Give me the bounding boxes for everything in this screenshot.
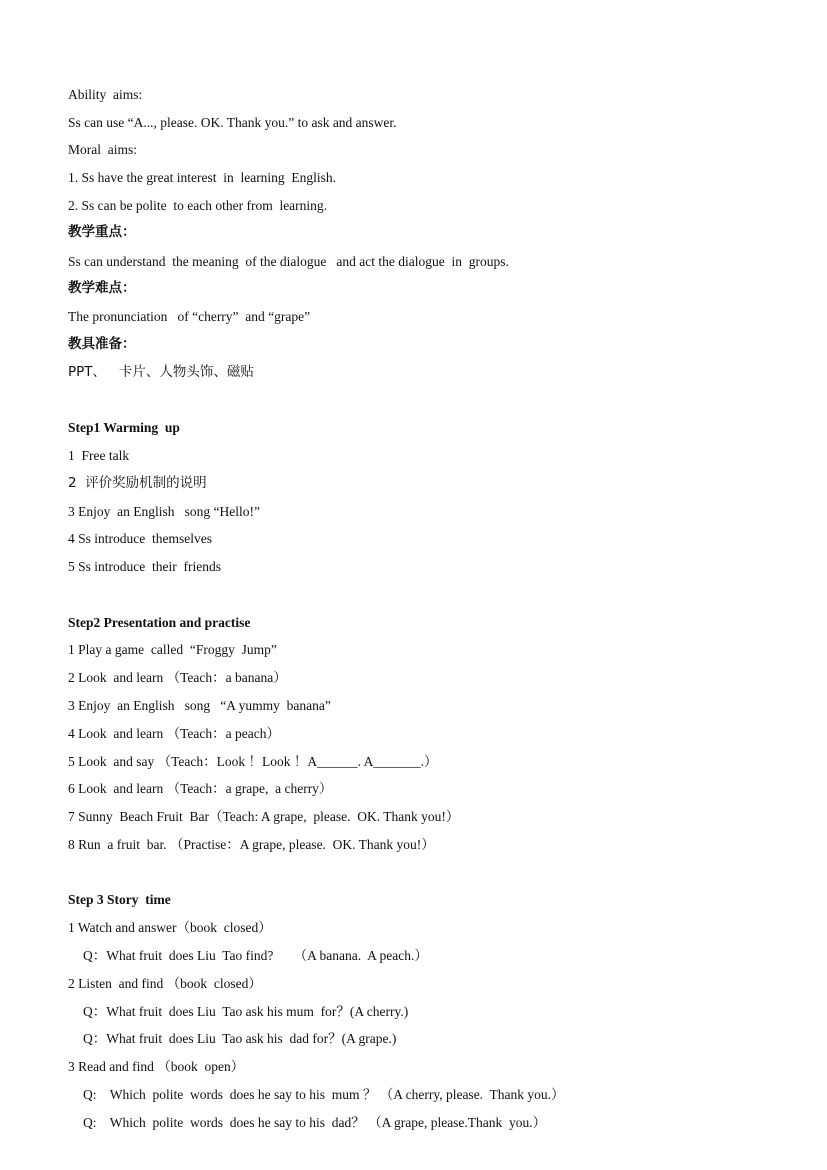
step2-item: 1 Play a game called “Froggy Jump”: [68, 642, 277, 657]
step1-item: 5 Ss introduce their friends: [68, 559, 221, 574]
step1-item: 2 评价奖励机制的说明: [68, 475, 207, 491]
step2-item: 7 Sunny Beach Fruit Bar（Teach: A grape, please. OK. Thank you!）: [68, 809, 460, 824]
step2-item: 5 Look and say （Teach：Look ！Look ！A______. A_______.）: [68, 754, 438, 769]
step2-item: 2 Look and learn （Teach：a banana）: [68, 670, 287, 685]
tools-text: PPT、 卡片、人物头饰、磁贴: [68, 364, 254, 380]
step3-question: Q: Which polite words does he say to his mum ？ （A cherry, please. Thank you.）: [83, 1087, 565, 1102]
step3-question: Q：What fruit does Liu Tao ask his dad for？(A grape.): [83, 1031, 397, 1046]
step3-question: Q: Which polite words does he say to his dad？ （A grape, please.Thank you.）: [83, 1115, 547, 1130]
step2-item: 3 Enjoy an English song “A yummy banana”: [68, 698, 331, 713]
step2-item: 8 Run a fruit bar. （Practise：A grape, please. OK. Thank you!）: [68, 837, 435, 852]
key-points-heading: 教学重点：: [68, 224, 136, 240]
moral-aim-2: 2. Ss can be polite to each other from learning.: [68, 198, 328, 213]
step3-item: 3 Read and find （book open）: [68, 1059, 245, 1074]
step3-heading: Step 3 Story time: [68, 892, 171, 907]
ability-aims-heading: Ability aims:: [68, 87, 143, 102]
step1-item: 1 Free talk: [68, 448, 130, 463]
moral-aims-heading: Moral aims:: [68, 142, 137, 157]
step1-heading: Step1 Warming up: [68, 420, 180, 435]
moral-aim-1: 1. Ss have the great interest in learning English.: [68, 170, 337, 185]
step2-item: 6 Look and learn （Teach：a grape, a cherry）: [68, 781, 333, 796]
difficulties-heading: 教学难点：: [68, 280, 136, 296]
step3-item: 1 Watch and answer（book closed）: [68, 920, 272, 935]
step1-item: 3 Enjoy an English song “Hello!”: [68, 504, 260, 519]
difficulties-text: The pronunciation of “cherry” and “grape”: [68, 309, 311, 324]
step2-item: 4 Look and learn （Teach：a peach）: [68, 726, 280, 741]
step3-item: 2 Listen and find （book closed）: [68, 976, 262, 991]
step3-question: Q：What fruit does Liu Tao ask his mum for？(A cherry.): [83, 1004, 409, 1019]
step1-item: 4 Ss introduce themselves: [68, 531, 212, 546]
key-points-text: Ss can understand the meaning of the dialogue and act the dialogue in groups.: [68, 254, 509, 269]
tools-heading: 教具准备：: [68, 336, 136, 352]
step2-heading: Step2 Presentation and practise: [68, 615, 251, 630]
step3-question: Q：What fruit does Liu Tao find? （A banana. A peach.）: [83, 948, 428, 963]
ability-aims-text: Ss can use “A..., please. OK. Thank you.” to ask and answer.: [68, 115, 397, 130]
